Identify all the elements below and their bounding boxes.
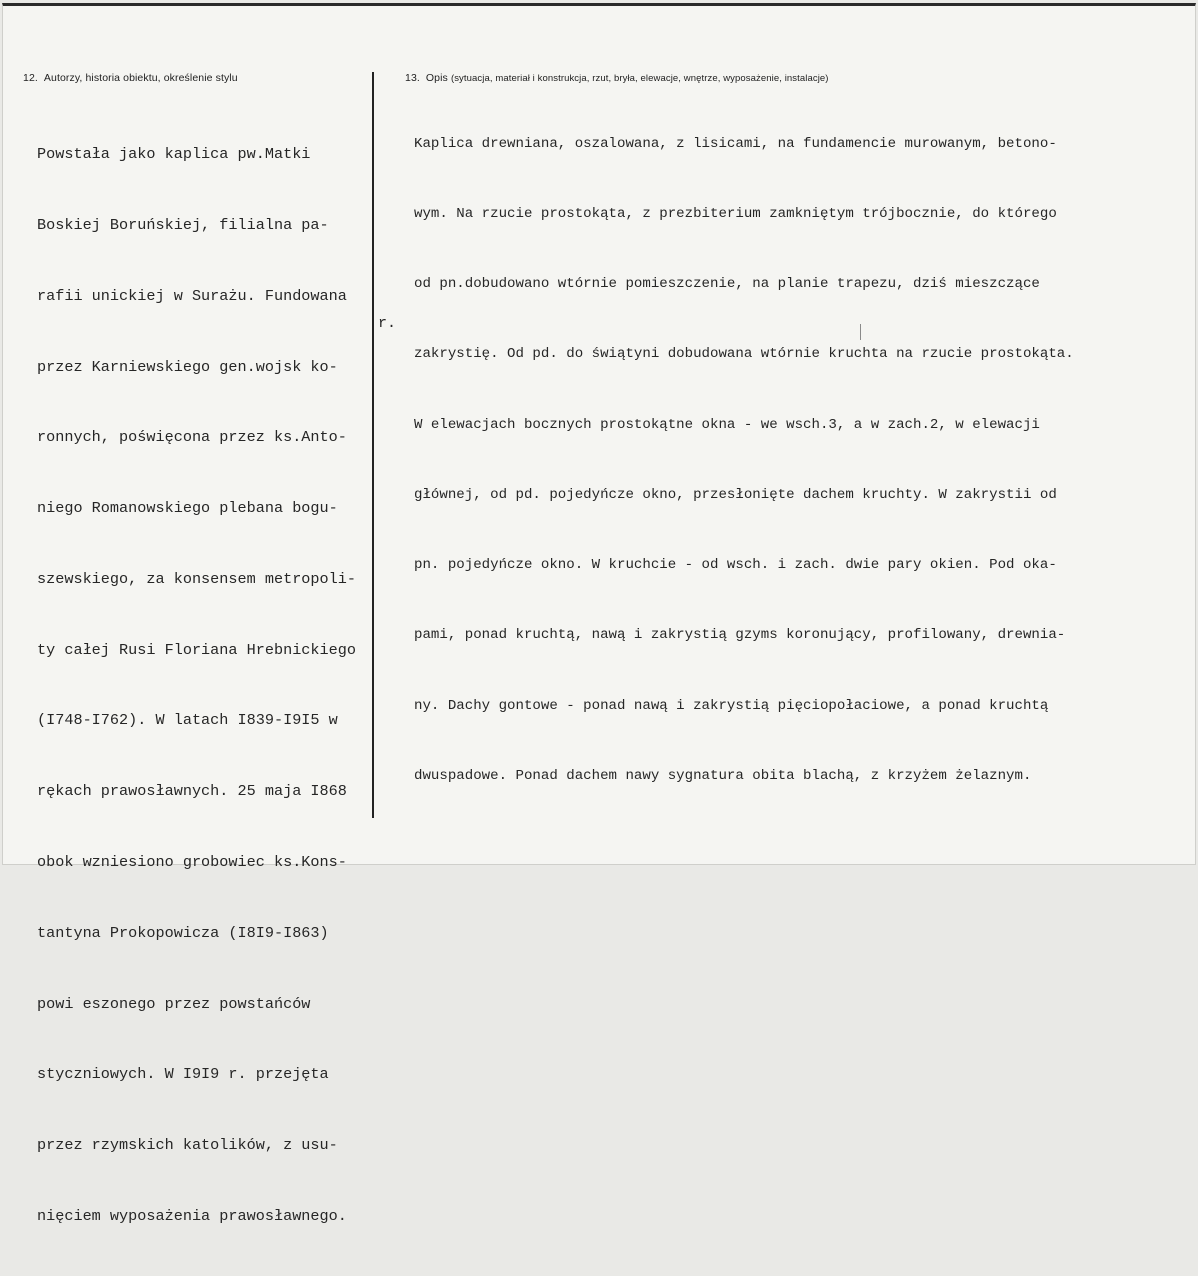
text-line: tantyna Prokopowicza (I8I9-I863) <box>37 923 329 942</box>
section-13-sublabel: (sytuacja, materiał i konstrukcja, rzut, bryła, elewacje, wnętrze, wyposażenie, instalacje) <box>450 73 829 84</box>
text-line: ty całej Rusi Floriana Hrebnickiego <box>37 640 356 659</box>
stray-pen-mark <box>860 324 861 340</box>
text-line: (I748-I762). W latach I839-I9I5 w <box>37 711 338 730</box>
text-line: przez rzymskich katolików, z usu- <box>37 1136 338 1155</box>
history-text-block <box>37 96 356 1276</box>
text-line: ronnych, poświęcona przez ks.Anto- <box>37 428 347 447</box>
text-line: głównej, od pd. pojedyńcze okno, przesłonięte dachem kruchty. W zakrystii od <box>414 486 1057 503</box>
text-line: zakrystię. Od pd. do świątyni dobudowana wtórnie kruchta na rzucie prostokąta. <box>414 346 1074 363</box>
text-line: obok wzniesiono grobowiec ks.Kons- <box>37 853 347 871</box>
text-line: Powstała jako kaplica pw.Matki <box>37 145 311 164</box>
section-12-heading <box>23 72 238 84</box>
text-line: powi eszonego przez powstańców <box>37 994 311 1013</box>
text-line: W elewacjach bocznych prostokątne okna - we wsch.3, a w zach.2, w elewacji <box>414 416 1040 433</box>
inventory-card <box>2 3 1196 1225</box>
column-divider <box>372 72 374 818</box>
text-line: szewskiego, za konsensem metropoli- <box>37 569 356 588</box>
text-line: dwuspadowe. Ponad dachem nawy sygnatura obita blachą, z krzyżem żelaznym. <box>414 767 1032 784</box>
text-line: pn. pojedyńcze okno. W kruchcie - od wsch. i zach. dwie pary okien. Pod oka- <box>414 557 1057 574</box>
margin-note: r. <box>378 315 397 332</box>
text-line: pami, ponad kruchtą, nawą i zakrystią gzyms koronujący, profilowany, drewnia- <box>414 627 1066 644</box>
text-line: ny. Dachy gontowe - ponad nawą i zakrystią pięciopołaciowe, a ponad kruchtą <box>414 697 1049 714</box>
section-12-label: Autorzy, historia obiektu, określenie stylu <box>43 72 238 84</box>
text-line: niego Romanowskiego plebana bogu- <box>37 499 338 518</box>
text-line: rękach prawosławnych. 25 maja I868 <box>37 782 347 801</box>
text-line: Kaplica drewniana, oszalowana, z lisicami, na fundamencie murowanym, betono- <box>414 135 1057 152</box>
text-line: wym. Na rzucie prostokąta, z prezbiterium zamkniętym trójbocznie, do którego <box>414 206 1057 223</box>
section-13-label: Opis <box>425 72 448 84</box>
text-line: nięciem wyposażenia prawosławnego. <box>37 1206 347 1225</box>
section-13-number: 13. <box>405 72 420 84</box>
text-line: od pn.dobudowano wtórnie pomieszczenie, na planie trapezu, dziś mieszczące <box>414 276 1040 293</box>
text-line: rafii unickiej w Surażu. Fundowana <box>37 286 347 305</box>
section-12-number: 12. <box>23 72 38 84</box>
description-text-block <box>414 86 1074 835</box>
text-line: styczniowych. W I9I9 r. przejęta <box>37 1065 329 1084</box>
section-13-heading <box>405 72 829 84</box>
text-line: Boskiej Boruńskiej, filialna pa- <box>37 215 329 234</box>
text-line: przez Karniewskiego gen.wojsk ko- <box>37 357 338 376</box>
